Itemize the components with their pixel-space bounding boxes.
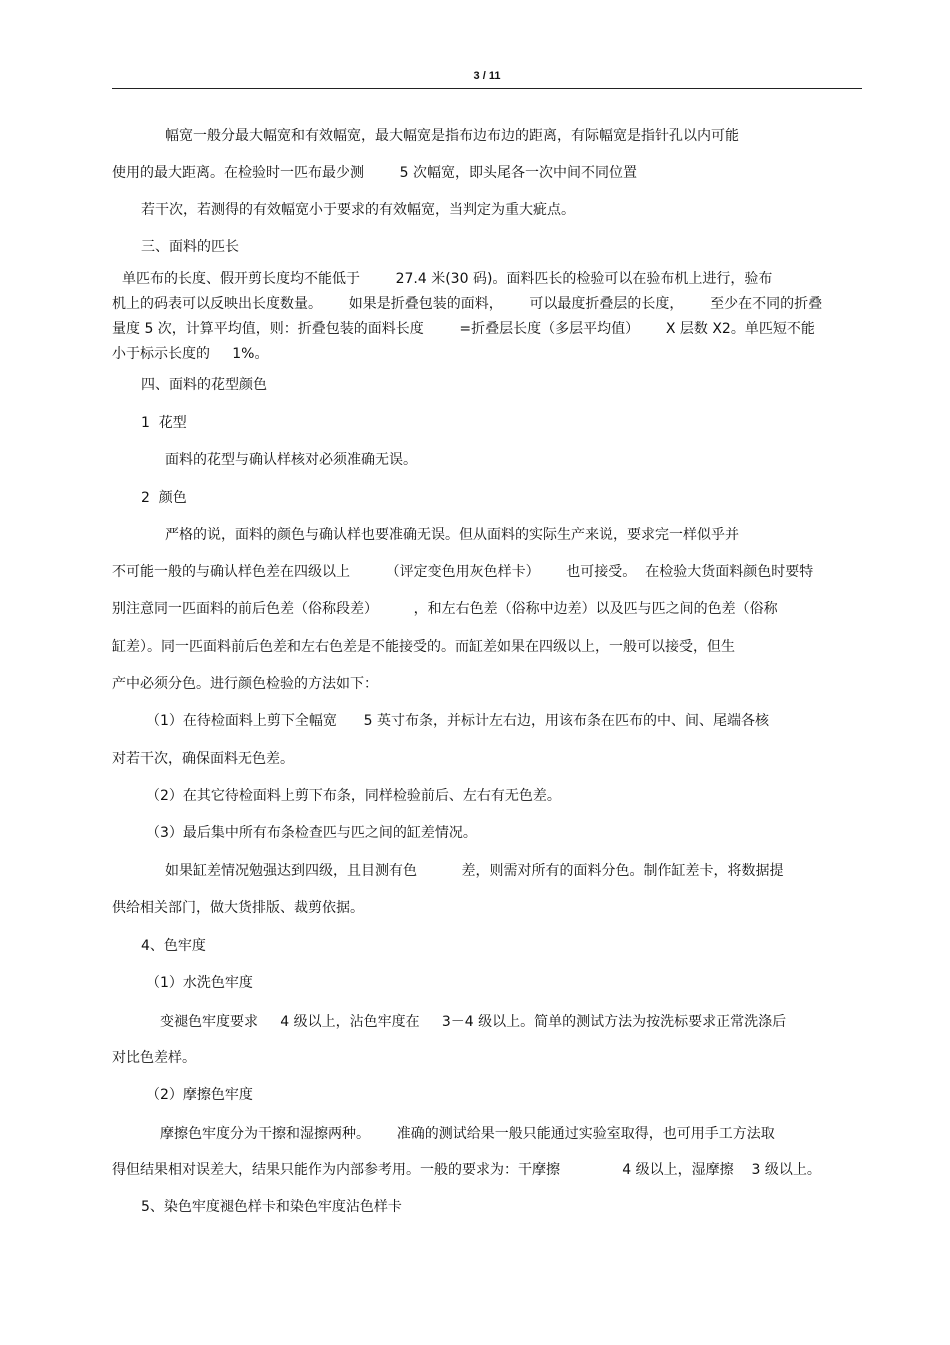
list-item: （2）摩擦色牢度 [146, 1087, 253, 1103]
subsection-heading: 5、染色牢度褪色样卡和染色牢度沾色样卡 [141, 1199, 402, 1215]
page-number: 3 / 11 [473, 70, 501, 82]
list-item: （2）在其它待检面料上剪下布条，同样检验前后、左右有无色差。 [146, 788, 561, 804]
subsection-heading: 4、色牢度 [141, 938, 206, 954]
paragraph-line: 对若干次，确保面料无色差。 [112, 751, 294, 767]
subsection-heading: 2 颜色 [141, 490, 187, 506]
section-heading: 四、面料的花型颜色 [141, 377, 267, 393]
list-item: （1）在待检面料上剪下全幅宽 5 英寸布条，并标计左右边，用该布条在匹布的中、间、尾端各核 [146, 713, 769, 729]
list-item: （3）最后集中所有布条检查匹与匹之间的缸差情况。 [146, 825, 477, 841]
paragraph-line: 单匹布的长度、假开剪长度均不能低于 27.4 米(30 码)。面料匹长的检验可以在验布机上进行，验布 [122, 271, 773, 287]
paragraph-line: 如果缸差情况勉强达到四级，且目测有色 差，则需对所有的面料分色。制作缸差卡，将数据提 [165, 863, 784, 879]
paragraph-line: 若干次，若测得的有效幅宽小于要求的有效幅宽，当判定为重大疵点。 [141, 202, 575, 218]
paragraph-line: 小于标示长度的 1%。 [112, 346, 269, 362]
paragraph-line: 变褪色牢度要求 4 级以上，沾色牢度在 3－4 级以上。简单的测试方法为按洗标要求正常洗涤后 [160, 1014, 787, 1030]
paragraph-line: 摩擦色牢度分为干擦和湿擦两种。 准确的测试给果一般只能通过实验室取得，也可用手工方法取 [160, 1126, 775, 1142]
paragraph-line: 供给相关部门，做大货排版、裁剪依据。 [112, 900, 364, 916]
paragraph-line: 严格的说，面料的颜色与确认样也要准确无误。但从面料的实际生产来说，要求完一样似乎并 [165, 527, 739, 543]
paragraph-line: 不可能一般的与确认样色差在四级以上 （评定变色用灰色样卡） 也可接受。 在检验大货面料颜色时要特 [112, 564, 814, 580]
paragraph-line: 对比色差样。 [112, 1050, 196, 1066]
subsection-heading: 1 花型 [141, 415, 187, 431]
page-header [112, 66, 862, 89]
list-item: （1）水洗色牢度 [146, 975, 253, 991]
section-heading: 三、面料的匹长 [141, 239, 239, 255]
paragraph-line: 得但结果相对误差大，结果只能作为内部参考用。一般的要求为：干摩擦 4 级以上，湿摩擦 3 级以上。 [112, 1162, 821, 1178]
paragraph-line: 面料的花型与确认样核对必须准确无误。 [165, 452, 417, 468]
paragraph-line: 别注意同一匹面料的前后色差（俗称段差） ，和左右色差（俗称中边差）以及匹与匹之间的色差（俗称 [112, 601, 778, 617]
paragraph-line: 使用的最大距离。在检验时一匹布最少测 5 次幅宽，即头尾各一次中间不同位置 [112, 165, 637, 181]
paragraph-line: 缸差）。同一匹面料前后色差和左右色差是不能接受的。而缸差如果在四级以上，一般可以接受，但生 [112, 639, 735, 655]
paragraph-line: 量度 5 次，计算平均值，则：折叠包装的面料长度 =折叠层长度（多层平均值） X 层数 X2。单匹短不能 [112, 321, 815, 337]
paragraph-line: 幅宽一般分最大幅宽和有效幅宽，最大幅宽是指布边布边的距离，有际幅宽是指针孔以内可能 [165, 128, 739, 144]
paragraph-line: 机上的码表可以反映出长度数量。 如果是折叠包装的面料， 可以最度折叠层的长度， 至少在不同的折叠 [112, 296, 823, 312]
paragraph-line: 产中必须分色。进行颜色检验的方法如下： [112, 676, 378, 692]
